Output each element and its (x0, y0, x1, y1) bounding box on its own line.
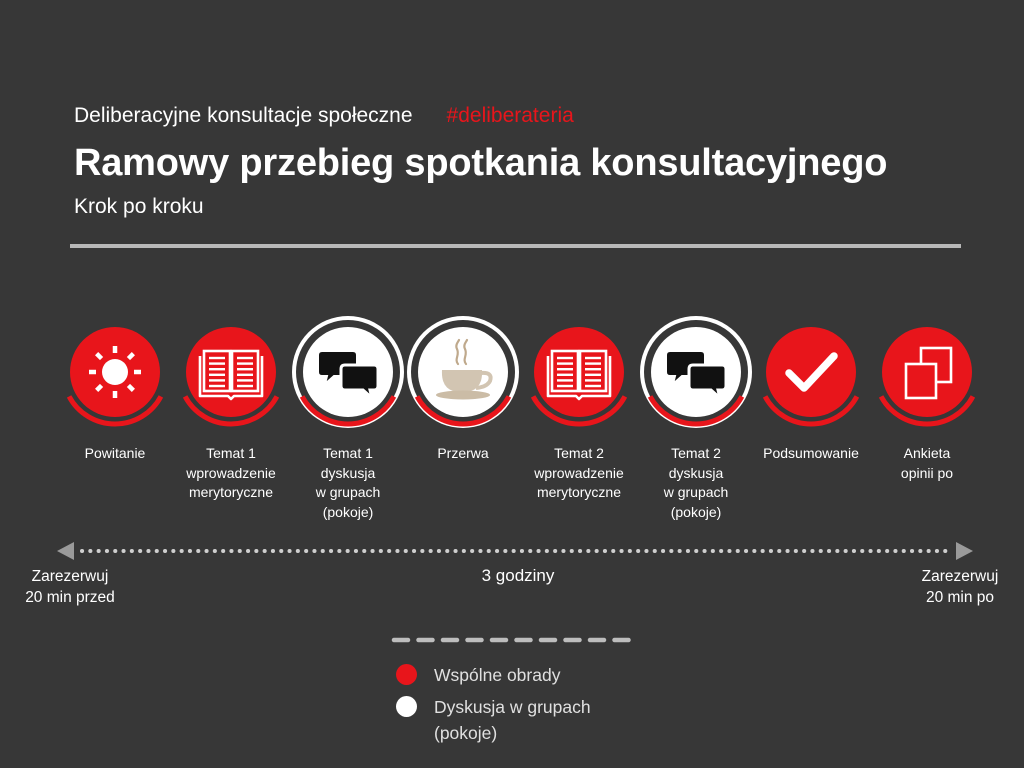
chat-bubbles-icon (312, 336, 384, 408)
checkmark-icon (775, 336, 847, 408)
step-4 (398, 300, 528, 540)
page-subtitle: Krok po kroku (74, 195, 204, 218)
step-8-label (852, 444, 1002, 483)
header-divider (70, 244, 961, 248)
step-6-label-line-1: Temat 2 (671, 445, 721, 461)
timeline-after-line-1: Zarezerwuj (921, 568, 999, 585)
step-8-label-line-1: Ankieta (903, 445, 951, 461)
legend-label-common: Wspólne obrady (434, 665, 561, 685)
legend-dot-red (396, 664, 417, 685)
step-1-label-line-1: Powitanie (84, 445, 146, 461)
step-4-label-line-1: Przerwa (437, 445, 489, 461)
timeline-after-note (904, 566, 1016, 608)
step-8 (862, 300, 992, 540)
copy-squares-icon (891, 336, 963, 408)
chat-bubbles-icon (660, 336, 732, 408)
sun-icon (79, 336, 151, 408)
open-book-icon (195, 336, 267, 408)
step-5-label-line-3: merytoryczne (536, 484, 622, 500)
step-2-label-line-3: merytoryczne (188, 484, 274, 500)
step-2-label-line-1: Temat 1 (206, 445, 256, 461)
step-6 (631, 300, 761, 540)
hashtag-label: #deliberateria (446, 104, 574, 127)
legend-label-groups: Dyskusja w grupach (pokoje) (434, 697, 591, 743)
step-5-label-line-2: wprowadzenie (534, 464, 624, 481)
step-3-label-line-4: (pokoje) (322, 503, 374, 520)
timeline-after-line-2: 20 min po (925, 589, 995, 606)
kicker-label: Deliberacyjne konsultacje społeczne (74, 104, 413, 127)
step-3-label-line-1: Temat 1 (323, 445, 373, 461)
open-book-icon (543, 336, 615, 408)
step-5-label-line-1: Temat 2 (554, 445, 604, 461)
step-6-label-line-3: w grupach (663, 484, 729, 500)
step-6-label-line-4: (pokoje) (670, 503, 722, 520)
arrow-right-icon (956, 542, 973, 560)
step-3-label-line-3: w grupach (315, 484, 381, 500)
arrow-left-icon (57, 542, 74, 560)
step-8-label-line-2: opinii po (900, 464, 954, 481)
step-7 (746, 300, 876, 540)
step-1 (50, 300, 180, 540)
step-3-label-line-2: dyskusja (320, 464, 376, 481)
step-2-label-line-2: wprowadzenie (186, 464, 276, 481)
step-7-label-line-1: Podsumowanie (763, 445, 859, 461)
page-title: Ramowy przebieg spotkania konsultacyjnego (74, 142, 888, 184)
timeline-duration: 3 godziny (481, 566, 555, 585)
timeline-before-note (14, 566, 126, 608)
kicker-text (74, 104, 574, 128)
legend-divider (390, 636, 640, 644)
timeline-before-line-1: Zarezerwuj (31, 568, 109, 585)
coffee-cup-icon (427, 336, 499, 408)
timeline-before-line-2: 20 min przed (25, 589, 115, 606)
legend-dot-white (396, 696, 417, 717)
step-3 (283, 300, 413, 540)
step-6-label-line-2: dyskusja (668, 464, 724, 481)
timeline-bar (50, 538, 980, 564)
